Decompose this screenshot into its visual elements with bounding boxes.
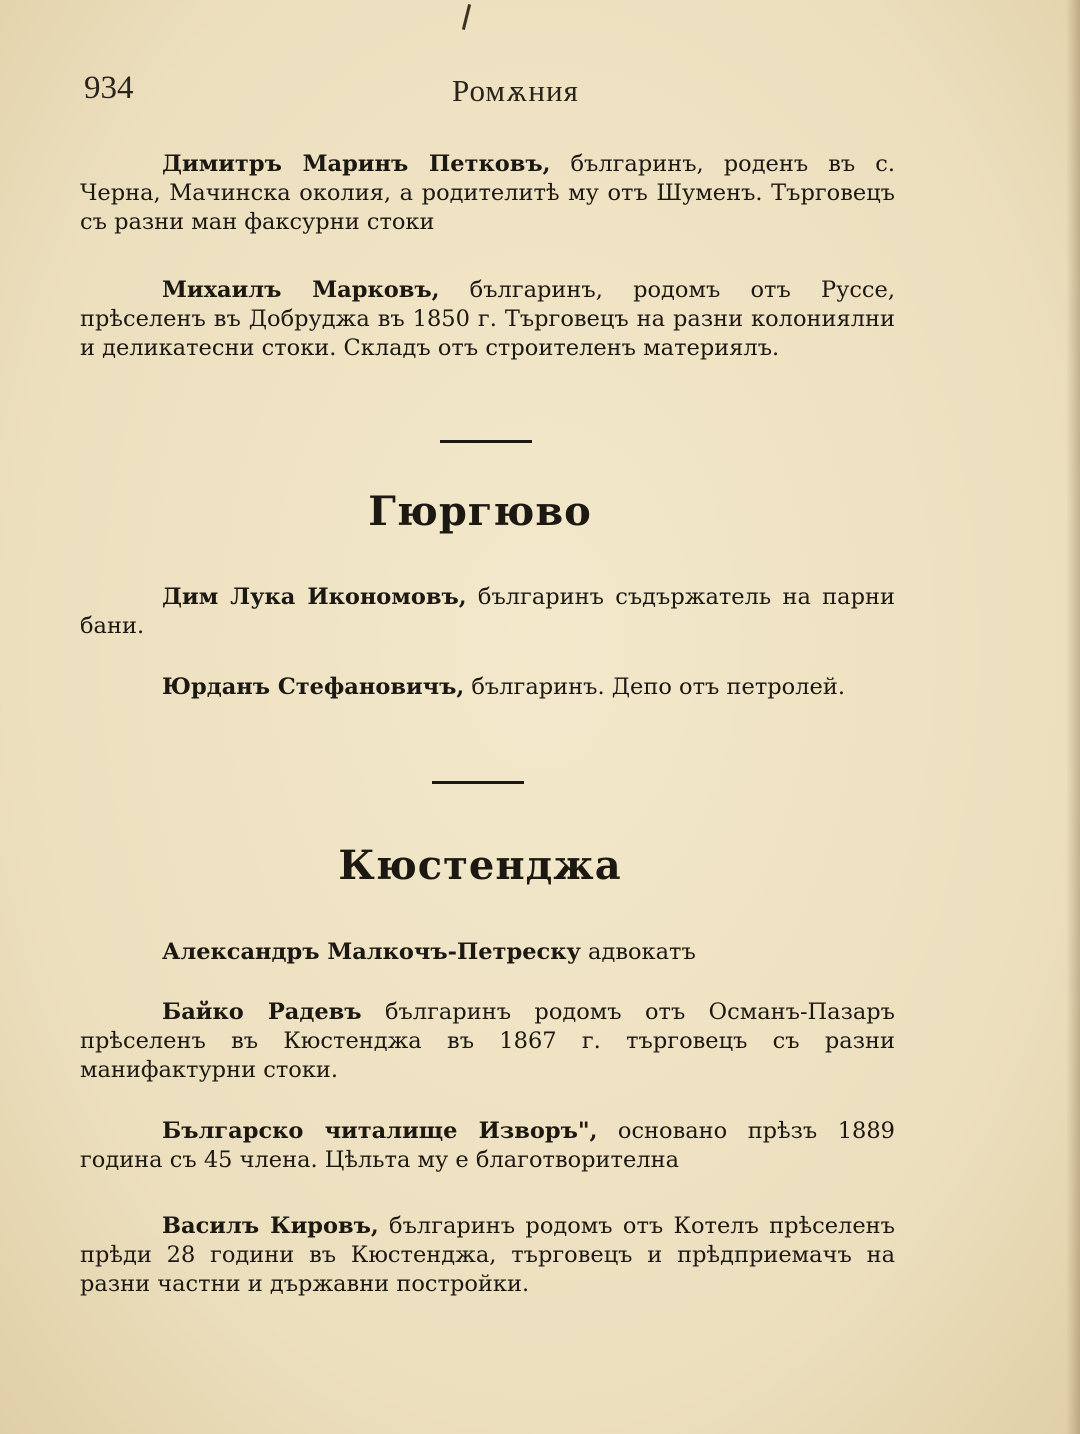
section-title-giurgiu: Гюргюво [368,488,592,535]
entry-malkoch-petresku [80,938,895,967]
entry-name: Българско читалище Изворъ", [162,1118,598,1144]
entry-markov [80,276,895,363]
page-edge-shadow [1066,0,1080,1434]
entry-kirov [80,1212,895,1299]
section-title-constanta: Кюстенджа [338,842,622,889]
section-divider [432,781,524,784]
entry-text: българинъ, родомъ отъ Руссе, прѣселенъ въ Добруджа въ 1850 г. Търговецъ на разни колониялни и деликатесни стоки. Складъ отъ строителенъ материялъ. [80,277,895,361]
entry-text: адвокатъ [580,939,696,965]
entry-stefanovich [80,673,895,702]
entry-text: българинъ съдържатель на парни бани. [80,584,895,639]
pencil-mark [462,4,471,30]
entry-text: основано прѣзъ 1889 година съ 45 члена. Цѣльта му е благотворителна [80,1118,895,1173]
entry-name: Димитръ Маринъ Петковъ, [162,151,551,177]
entry-name: Дим Лука Икономовъ, [162,584,467,610]
entry-radev [80,998,895,1085]
entry-name: Юрданъ Стефановичъ, [162,674,465,700]
entry-petkov [80,150,895,237]
entry-text: българинъ, роденъ въ с. Черна, Мачинска околия, а родителитѣ му отъ Шуменъ. Търговецъ съ разни ман факсурни стоки [80,151,895,235]
entry-name: Байко Радевъ [162,999,362,1025]
entry-text: българинъ родомъ отъ Османъ-Пазаръ прѣселенъ въ Кюстенджа въ 1867 г. търговецъ съ разни манифактурни стоки. [80,999,896,1083]
page-header [0,70,1080,120]
entry-name: Александръ Малкочъ-Петреску [162,939,581,965]
entry-name: Михаилъ Марковъ, [162,277,440,303]
entry-name: Василъ Кировъ, [162,1213,379,1239]
entry-text: българинъ. Депо отъ петролей. [464,674,845,700]
entry-chitalishte-izvor [80,1117,895,1175]
entry-text: българинъ родомъ отъ Котелъ прѣселенъ прѣди 28 години въ Кюстенджа, търговецъ и прѣдприемачъ на разни частни и държавни постройки. [80,1213,895,1297]
running-head: Ромѫния [452,73,579,108]
page-number: 934 [84,70,134,106]
entry-ikonomov [80,583,895,641]
section-divider [440,440,532,443]
